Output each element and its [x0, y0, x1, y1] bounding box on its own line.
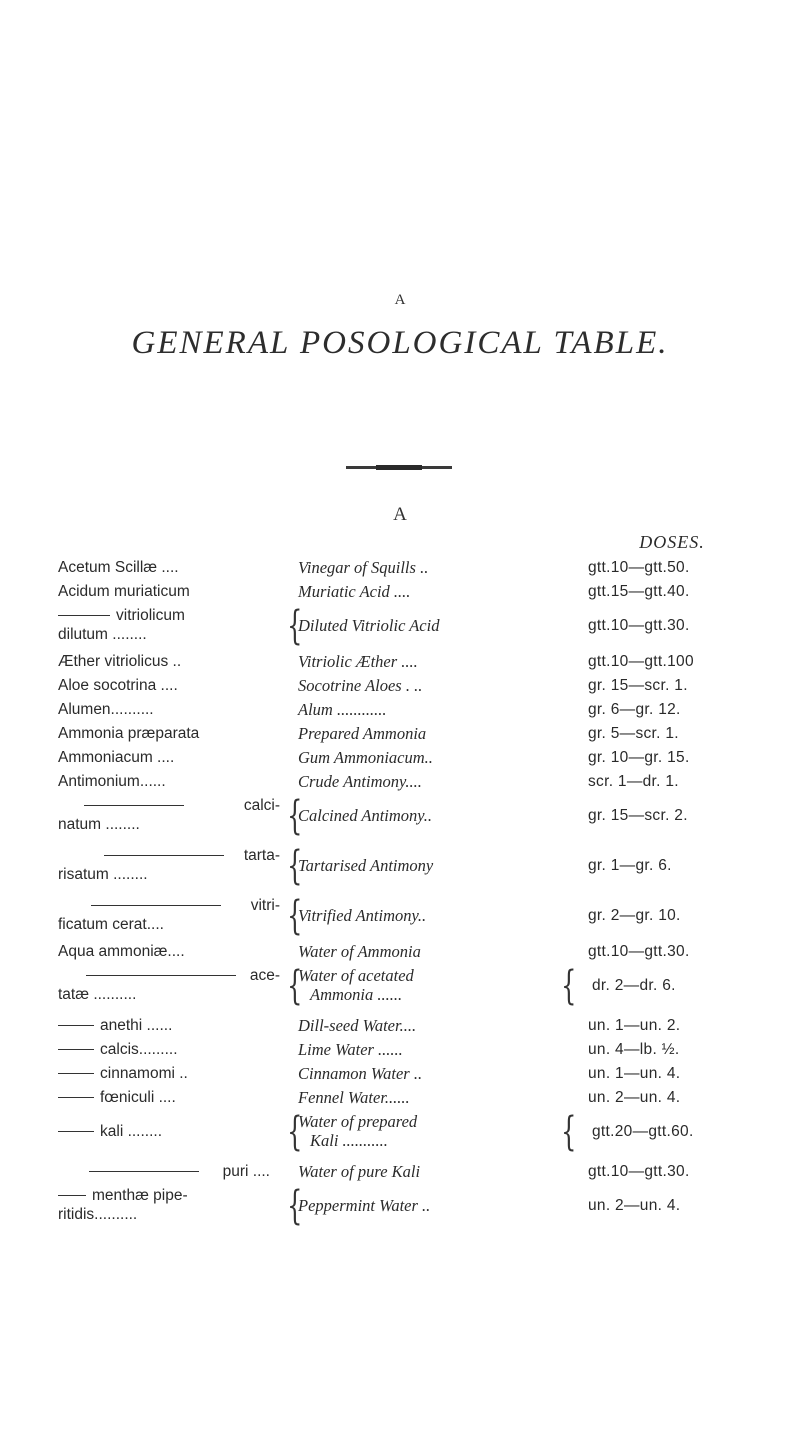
ditto-dash [58, 1131, 94, 1132]
dose-range: gr. 15—scr. 1. [588, 677, 688, 694]
dose-range: un. 4—lb. ½. [588, 1041, 680, 1058]
latin-name: Aloe socotrina .... [58, 677, 178, 694]
dose-range: scr. 1—dr. 1. [588, 773, 679, 790]
ditto-dash [89, 1171, 199, 1172]
latin-name: ace- tatæ .......... [58, 967, 280, 1003]
brace: { [561, 1109, 577, 1155]
english-name: Alum ............ [298, 700, 387, 719]
english-name: Dill-seed Water.... [298, 1016, 417, 1035]
dose-range: un. 1—un. 2. [588, 1017, 681, 1034]
ditto-dash [84, 805, 184, 806]
latin-name: Antimonium...... [58, 773, 166, 790]
ditto-dash [104, 855, 224, 856]
dose-range: gr. 6—gr. 12. [588, 701, 681, 718]
latin-name: menthæ pipe- ritidis.......... [58, 1187, 188, 1223]
dose-range: gr. 1—gr. 6. [588, 857, 672, 874]
brace: { [287, 603, 303, 649]
brace: { [287, 1183, 303, 1229]
ditto-dash [58, 1049, 94, 1050]
latin-name: calci- natum ........ [58, 797, 280, 833]
english-name: Vitrified Antimony.. [298, 906, 427, 925]
ditto-dash [58, 615, 110, 616]
latin-name: Aqua ammoniæ.... [58, 943, 185, 960]
latin-name: puri .... [58, 1162, 270, 1181]
latin-name: tarta- risatum ........ [58, 847, 280, 883]
english-name: Calcined Antimony.. [298, 806, 432, 825]
english-name: Crude Antimony.... [298, 772, 422, 791]
english-name: Tartarised Antimony [298, 856, 434, 875]
dose-range: gtt.10—gtt.30. [588, 943, 690, 960]
brace: { [287, 893, 303, 939]
english-name: Water of pure Kali [298, 1162, 421, 1181]
english-name: Socotrine Aloes . .. [298, 676, 423, 695]
ditto-dash [58, 1195, 86, 1196]
dose-range: dr. 2—dr. 6. [592, 977, 676, 994]
dose-range: un. 2—un. 4. [588, 1089, 681, 1106]
brace: { [287, 1109, 303, 1155]
dose-range: gr. 5—scr. 1. [588, 725, 679, 742]
english-name: Cinnamon Water .. [298, 1064, 423, 1083]
english-name: Diluted Vitriolic Acid [298, 616, 440, 635]
ornamental-rule [346, 466, 452, 469]
english-name: Peppermint Water .. [298, 1196, 431, 1215]
latin-name: kali ........ [58, 1122, 294, 1141]
english-name: Muriatic Acid .... [298, 582, 411, 601]
dose-range: un. 1—un. 4. [588, 1065, 681, 1082]
latin-name: Ammonia præparata [58, 725, 200, 742]
english-name: Lime Water ...... [298, 1040, 403, 1059]
dose-range: gtt.15—gtt.40. [588, 583, 690, 600]
ditto-dash [58, 1097, 94, 1098]
english-name: Water of acetated Ammonia ...... [298, 966, 414, 1004]
english-name: Gum Ammoniacum.. [298, 748, 433, 767]
ditto-dash [86, 975, 236, 976]
brace: { [561, 963, 577, 1009]
latin-name: Acetum Scillæ .... [58, 559, 179, 576]
dose-range: gr. 15—scr. 2. [588, 807, 688, 824]
brace: { [287, 793, 303, 839]
latin-name: Acidum muriaticum [58, 583, 190, 600]
section-letter: A [393, 504, 407, 525]
latin-name: vitriolicum dilutum ........ [58, 607, 185, 643]
dose-range: gr. 2—gr. 10. [588, 907, 681, 924]
english-name: Water of Ammonia [298, 942, 421, 961]
ditto-dash [91, 905, 221, 906]
english-name: Water of prepared Kali ........... [298, 1112, 418, 1150]
english-name: Prepared Ammonia [298, 724, 427, 743]
ditto-dash [58, 1025, 94, 1026]
english-name: Fennel Water...... [298, 1088, 410, 1107]
brace: { [287, 843, 303, 889]
signature-mark: A [394, 292, 406, 308]
doses-column-header: DOSES. [639, 532, 705, 552]
latin-name: fœniculi .... [58, 1088, 294, 1107]
dose-range: gtt.20—gtt.60. [592, 1123, 694, 1140]
latin-name: Æther vitriolicus .. [58, 653, 182, 670]
dose-range: gtt.10—gtt.50. [588, 559, 690, 576]
brace: { [287, 963, 303, 1009]
dose-range: un. 2—un. 4. [588, 1197, 681, 1214]
latin-name: calcis......... [58, 1040, 294, 1059]
latin-name: Alumen.......... [58, 701, 154, 718]
dose-range: gr. 10—gr. 15. [588, 749, 690, 766]
dose-range: gtt.10—gtt.30. [588, 1163, 690, 1180]
latin-name: cinnamomi .. [58, 1064, 294, 1083]
latin-name: vitri- ficatum cerat.... [58, 897, 280, 933]
dose-range: gtt.10—gtt.30. [588, 617, 690, 634]
latin-name: anethi ...... [58, 1016, 294, 1035]
ditto-dash [58, 1073, 94, 1074]
english-name: Vitriolic Æther .... [298, 652, 418, 671]
latin-name: Ammoniacum .... [58, 749, 175, 766]
english-name: Vinegar of Squills .. [298, 558, 429, 577]
dose-range: gtt.10—gtt.100 [588, 653, 694, 670]
page-title: GENERAL POSOLOGICAL TABLE. [131, 325, 669, 361]
